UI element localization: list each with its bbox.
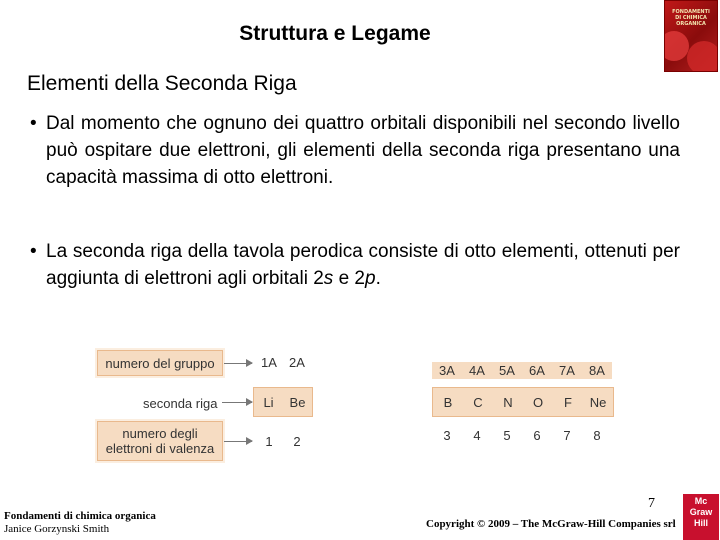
slide-title: Struttura e Legame [239,22,431,45]
element-symbol: Ne [589,394,607,410]
valence-number: 2 [293,434,301,449]
valence-number: 5 [503,428,511,443]
orbital-s: s [323,268,334,289]
book-cover-title-line: DI CHIMICA [675,15,707,21]
bullet-text-part: La seconda riga della tavola perodica consiste di otto elementi, ottenuti per aggiunta di elettroni agli orbitali 2 [46,241,680,289]
logo-line: Mc [694,496,708,506]
footer-copyright: Copyright © 2009 – The McGraw-Hill Companies srl [426,518,676,530]
bullet-item [30,110,680,191]
logo-line: Graw [689,507,713,517]
group-number: 3A [439,363,455,378]
element-symbol: Be [289,394,306,410]
element-symbol: N [503,394,513,410]
valence-number: 6 [533,428,541,443]
flower-petal [664,31,689,61]
group-numbers-left [255,355,311,370]
valence-number: 4 [473,428,481,443]
group-numbers-right [432,362,612,379]
group-number: 5A [499,363,515,378]
valence-number: 8 [593,428,601,443]
group-number-label: numero del gruppo [97,350,223,376]
logo-line: Hill [693,518,708,528]
footer-book-info [4,510,156,536]
element-symbol: C [473,394,483,410]
group-number: 4A [469,363,485,378]
valence-numbers-left [255,434,311,449]
section-subtitle: Elementi della Seconda Riga [27,72,297,95]
group-number: 8A [589,363,605,378]
page-number: 7 [648,496,655,511]
bullet-marker: • [30,113,37,134]
book-cover-title [667,9,715,27]
bullet-text-part: e 2 [333,268,365,289]
element-symbol: B [443,394,453,410]
valence-electrons-label: numero degli elettroni di valenza [97,421,223,461]
orbital-p: p [365,268,376,289]
footer-book-title: Fondamenti di chimica organica [4,510,156,522]
arrow-icon [222,402,252,403]
valence-number: 1 [265,434,273,449]
arrow-icon [224,363,252,364]
bullet-text: Dal momento che ognuno dei quattro orbitali disponibili nel secondo livello può ospitare due elettroni, gli elementi della seconda riga presentano una capacità massima di otto elettroni. [46,113,680,188]
book-cover-image [664,0,718,72]
bullet-text [46,238,680,292]
group-number: 2A [289,355,305,370]
flower-petal [687,41,718,72]
book-cover-title-line: ORGANICA [676,21,706,27]
book-cover-title-line: FONDAMENTI [672,9,710,15]
footer-author: Janice Gorzynski Smith [4,523,110,535]
second-row-label: seconda riga [143,396,218,411]
group-number: 6A [529,363,545,378]
element-symbol: F [564,394,572,410]
elements-right [432,387,614,417]
bullet-marker: • [30,241,37,262]
mcgraw-hill-logo [683,494,719,540]
bullet-text-part: . [375,268,381,289]
valence-numbers-right [432,428,612,443]
group-number: 7A [559,363,575,378]
arrow-icon [224,441,252,442]
element-symbol: Li [263,394,274,410]
bullet-item [30,238,680,292]
valence-number: 7 [563,428,571,443]
valence-number: 3 [443,428,451,443]
group-number: 1A [261,355,277,370]
element-symbol: O [532,394,544,410]
elements-left [253,387,313,417]
